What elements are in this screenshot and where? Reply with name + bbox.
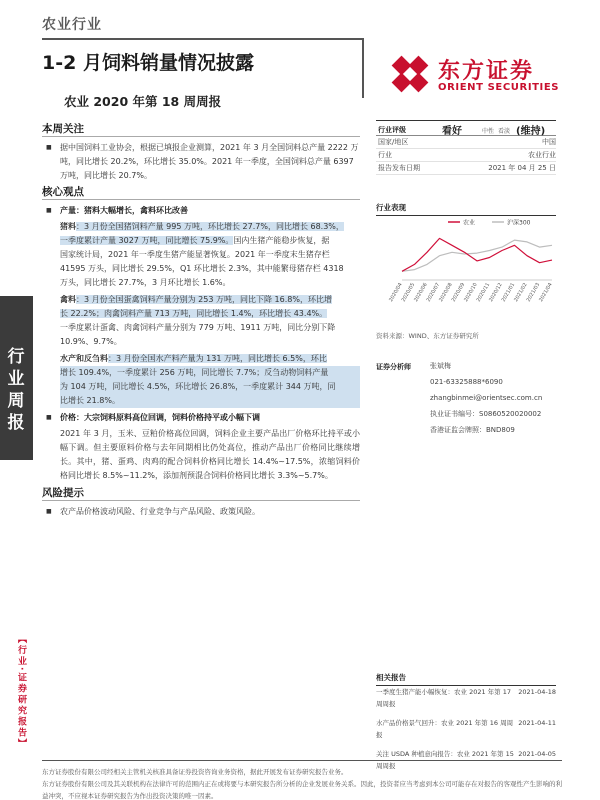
pig-feed-paragraph: [42, 220, 360, 290]
disclaimer-line-2: 东方证券股份有限公司及其关联机构在法律许可的范围内正在或将要与本研究报告所分析的企业发展业务关系。因此，投资者应当考虑到本公司可能存在对报告的客观性产生影响的利益冲突，不应视本证券研究报告为作出投资决策的唯一因素。: [42, 780, 562, 800]
rating-status: (维持): [516, 126, 546, 137]
x-tick-label: 2020/06: [413, 282, 429, 303]
views-output-heading: 产量：猪料大幅增长，禽料环比改善: [60, 206, 188, 215]
related-report-date: 2021-04-05: [518, 750, 556, 758]
aqua-label: 水产和反刍料: [60, 354, 108, 363]
analyst-email[interactable]: zhangbinmei@orientsec.com.cn: [430, 394, 543, 402]
info-row-industry: [376, 149, 556, 162]
info-key: 报告发布日期: [378, 164, 420, 172]
aqua-feed-paragraph: [42, 352, 360, 408]
pig-text-1: ：3 月份全国猪饲料产量 995 万吨，环比增长 27.7%，同比增长 68.3%，: [76, 222, 344, 231]
views-bullet-output: [42, 204, 360, 218]
header-rule: [42, 38, 362, 40]
x-tick-label: 2021/02: [513, 282, 529, 303]
series-line: [402, 240, 552, 271]
section-heading-risk: 风险提示: [42, 486, 360, 501]
views-bullet-price: [42, 411, 360, 425]
report-subtitle: 农业 2020 年第 18 周周报: [64, 94, 222, 109]
analyst-details: [430, 358, 558, 438]
pig-label: 猪料: [60, 222, 76, 231]
analyst-label: 证券分析师: [376, 363, 411, 371]
aqua-line-3: 为 104 万吨，同比增长 4.5%，环比增长 26.8%，一季度累计 344 万吨，同: [60, 380, 360, 394]
weekly-text: 据中国饲料工业协会，根据已填报企业测算，2021 年 3 月全国饲料总产量 2222 万吨，同比增长 20.2%，环比增长 35.0%。2021 年一季度，全国饲料总产量 6397 万吨，同比增长 20.7%。: [60, 143, 359, 180]
x-tick-label: 2020/05: [400, 282, 417, 303]
pig-line-2: [60, 234, 360, 248]
related-report-item[interactable]: [376, 686, 556, 710]
aqua-line-1: [60, 352, 360, 366]
analyst-phone: 021-63325888*6090: [430, 378, 503, 386]
x-tick-label: 2020/07: [425, 282, 442, 303]
side-report-type-tab: [0, 296, 33, 460]
risk-bullet: [42, 505, 360, 519]
x-tick-label: 2020/10: [463, 282, 479, 303]
analyst-name: 张斌梅: [430, 362, 451, 370]
disclaimer-line-1: 东方证券股份有限公司经相关主管机关核准具备证券投资咨询业务资格，据此开展发布证券研究报告业务。: [42, 768, 348, 776]
performance-chart-svg: [376, 214, 556, 318]
poultry-line-4: 10.9%、9.7%。: [60, 337, 122, 346]
pig-text-2a: 一季度累计产量 3027 万吨，同比增长 75.9%。: [60, 236, 234, 245]
pig-line-3: 国家统计局，2021 年一季度生猪产能显著恢复。2021 年一季度末生猪存栏: [60, 250, 330, 259]
pig-line-5: 万头，同比增长 27.7%，3 月环比增长 1.6%。: [60, 278, 231, 287]
rating-row: [376, 120, 556, 136]
related-report-title[interactable]: 关注 USDA 种植意向报告：农业 2021 年第 15 周周报: [376, 750, 514, 770]
aqua-text-1: ：3 月份全国水产料产量为 131 万吨，同比增长 6.5%，环比: [108, 354, 327, 363]
poultry-text-2: 长 22.2%；肉禽饲料产量 713 万吨，同比增长 1.4%，环比增长 43.4%。: [60, 309, 328, 318]
risk-text: 农产品价格波动风险、行业竞争与产品风险、政策风险。: [60, 507, 260, 516]
legend-label: 农业: [463, 219, 476, 227]
info-row-region: [376, 136, 556, 149]
orient-securities-logo: [388, 52, 568, 98]
pig-line-4: 41595 万头，同比增长 29.5%，Q1 环比增长 2.3%，其中能繁母猪存栏 4318: [60, 264, 344, 273]
chart-source: 资料来源：WIND、东方证券研究所: [376, 332, 479, 340]
footer-rule: [42, 760, 562, 761]
x-tick-label: 2021/03: [525, 282, 542, 303]
x-tick-label: 2021/04: [538, 282, 554, 303]
poultry-feed-paragraph: [42, 293, 360, 349]
related-report-date: 2021-04-18: [518, 688, 556, 696]
related-report-date: 2021-04-11: [518, 719, 556, 727]
report-category: 农业行业: [42, 17, 102, 33]
disclaimer-footer: [42, 766, 562, 800]
weekly-bullet: [42, 141, 360, 183]
related-report-title[interactable]: 一季度生猪产能小幅恢复：农业 2021 年第 17 周周报: [376, 688, 512, 708]
aqua-line-4: 比增长 21.8%。: [60, 394, 360, 408]
pig-text-2b: 国内生猪产能稳步恢复，据: [233, 236, 330, 245]
info-value: 中国: [542, 138, 556, 146]
poultry-line-1: [60, 293, 360, 307]
info-key: 国家/地区: [378, 138, 409, 146]
analyst-hk-license: 香港证监会牌照：BND809: [430, 426, 515, 434]
side-tab-label: 行业周报: [7, 347, 25, 433]
legend-label: 沪深300: [507, 219, 531, 227]
rating-label: 行业评级: [378, 126, 406, 134]
section-heading-weekly: 本周关注: [42, 122, 360, 137]
related-report-title[interactable]: 水产品价格景气回升：农业 2021 年第 16 周周报: [376, 719, 514, 739]
side-vertical-label: 【行业·证券研究报告】: [16, 634, 26, 750]
performance-chart: [376, 214, 556, 318]
poultry-line-2: [60, 307, 360, 321]
rating-panel: [376, 120, 556, 175]
x-tick-label: 2020/08: [438, 282, 454, 303]
info-key: 行业: [378, 151, 392, 159]
poultry-label: 禽料: [60, 295, 76, 304]
info-row-date: [376, 162, 556, 175]
poultry-line-3: 一季度累计蛋禽、肉禽饲料产量分别为 779 万吨、1911 万吨，同比分别下降: [60, 323, 336, 332]
rating-neutral: 中性: [482, 128, 495, 135]
pig-line-1: [60, 220, 360, 234]
related-report-item[interactable]: [376, 717, 556, 741]
x-tick-label: 2020/04: [388, 282, 404, 303]
report-title: 1-2 月饲料销量情况披露: [42, 52, 254, 74]
main-content: [42, 122, 360, 521]
orient-logo-icon: [388, 52, 432, 96]
info-value: 2021 年 04 月 25 日: [488, 164, 556, 172]
analyst-certificate: 执业证书编号：S0860520020002: [430, 410, 542, 418]
poultry-text-1: ：3 月份全国蛋禽饲料产量分别为 253 万吨，同比下降 16.8%，环比增: [76, 295, 332, 304]
rating-value: 看好: [442, 126, 462, 137]
rating-bearish: 看淡: [498, 128, 511, 135]
views-price-heading: 价格：大宗饲料原料高位回调，饲料价格持平或小幅下调: [60, 413, 260, 422]
info-value: 农业行业: [528, 151, 556, 159]
x-tick-label: 2020/11: [475, 282, 492, 303]
performance-heading: 行业表现: [376, 202, 556, 216]
logo-english-name: ORIENT SECURITIES: [438, 82, 560, 93]
aqua-line-2: 增长 109.4%，一季度累计 256 万吨，同比增长 7.7%；反刍动物饲料产量: [60, 366, 360, 380]
price-paragraph: 2021 年 3 月，玉米、豆粕价格高位回调，饲料企业主要产品出厂价格环比持平或小幅下调。但主要原料价格与去年同期相比仍处高位，推动产品出厂价格同比继续增长。其中，猪、蛋鸡、肉鸡的配合饲料价格同比增长 14.4%~17.5%，浓缩饲料价格同比增长 8.5%~11.2%，添加剂预混合饲料价格同比增长 3.3%~5.7%。: [60, 429, 360, 480]
related-reports-heading: 相关报告: [376, 672, 556, 686]
x-tick-label: 2021/01: [500, 282, 517, 303]
logo-chinese-name: 东方证券: [438, 59, 535, 84]
x-tick-label: 2020/09: [450, 282, 467, 303]
section-heading-views: 核心观点: [42, 185, 360, 200]
header-rule-vertical: [362, 38, 364, 98]
x-tick-label: 2020/12: [488, 282, 504, 303]
